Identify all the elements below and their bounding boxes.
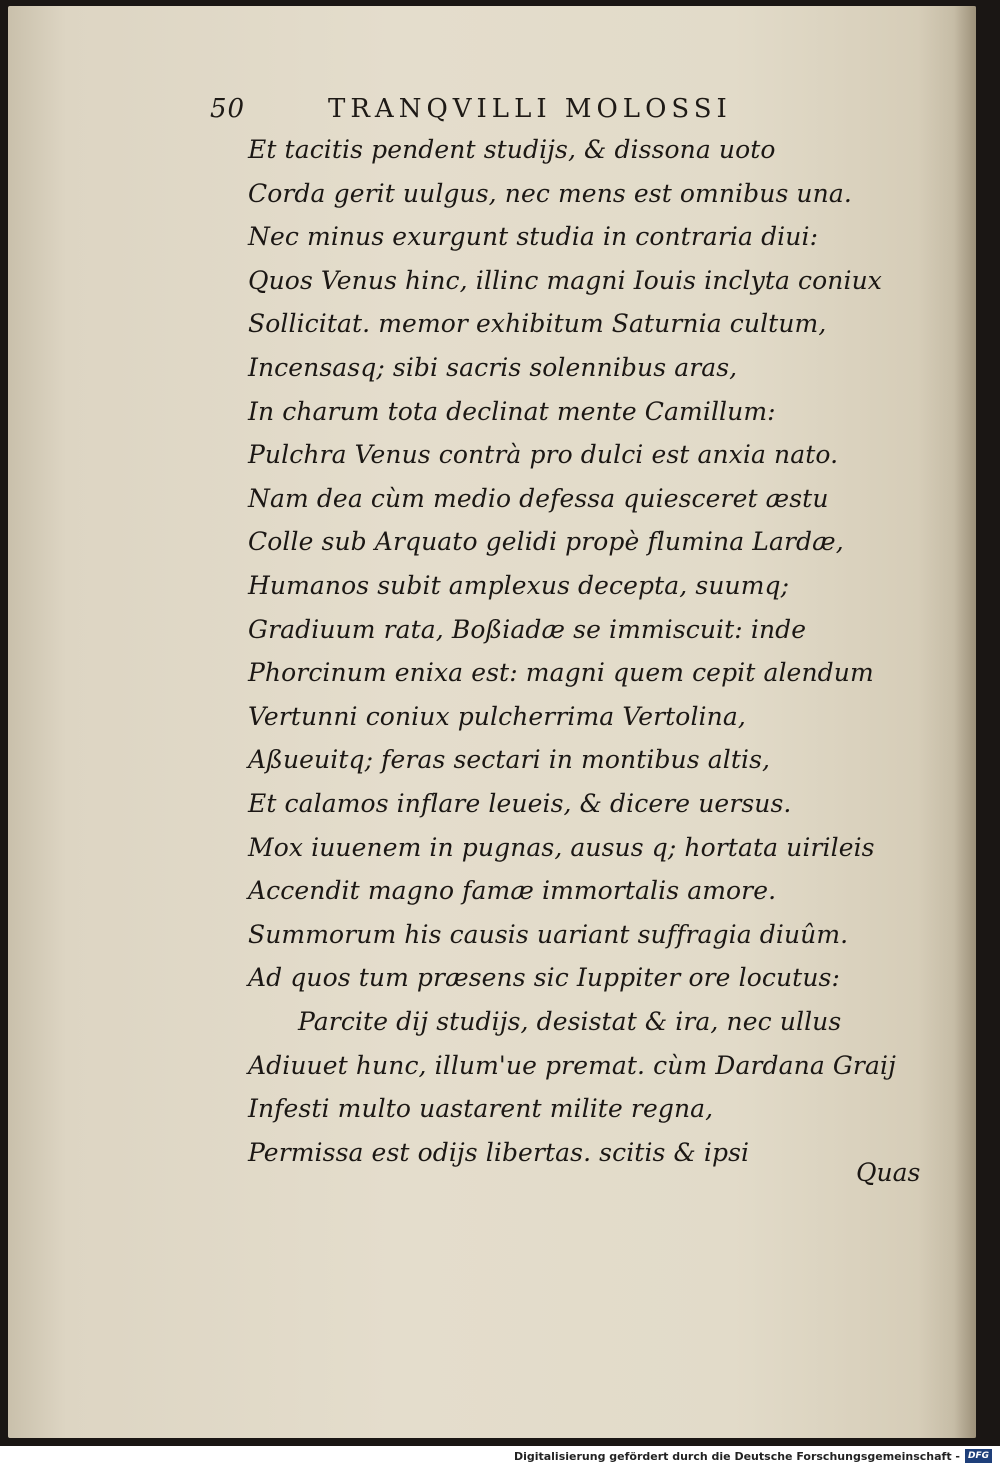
verse-line: Colle sub Arquato gelidi propè flumina Lardæ, bbox=[248, 527, 844, 557]
verse-line: Corda gerit uulgus, nec mens est omnibus una. bbox=[248, 178, 852, 208]
verse-line: Adiuuet hunc, illum'ue premat. cùm Dardana Graij bbox=[248, 1050, 896, 1080]
verse-line: Phorcinum enixa est: magni quem cepit alendum bbox=[248, 658, 874, 688]
verse-line: Quos Venus hinc, illinc magni Iouis inclyta coniux bbox=[248, 265, 883, 295]
verse-line: Summorum his causis uariant suffragia diuûm. bbox=[248, 919, 849, 949]
catchword: Quas bbox=[856, 1158, 921, 1187]
footer-credit: Digitalisierung gefördert durch die Deutsche Forschungsgemeinschaft - bbox=[513, 1450, 960, 1463]
page-edge-shadow bbox=[954, 6, 976, 1438]
verse-line: Pulchra Venus contrà pro dulci est anxia nato. bbox=[248, 440, 839, 470]
verse-line: Nam dea cùm medio defessa quiesceret æstu bbox=[248, 483, 829, 513]
page-number: 50 bbox=[210, 94, 246, 124]
verse-line: Gradiuum rata, Boßiadæ se immiscuit: inde bbox=[248, 614, 807, 644]
digitization-footer bbox=[0, 1446, 1000, 1467]
running-title: TRANQVILLI MOLOSSI bbox=[328, 94, 732, 124]
verse-line: Accendit magno famæ immortalis amore. bbox=[248, 876, 777, 906]
verse-line: Vertunni coniux pulcherrima Vertolina, bbox=[248, 701, 746, 731]
verse-line: Mox iuuenem in pugnas, ausus q; hortata uirileis bbox=[248, 832, 875, 862]
dfg-logo-icon: DFG bbox=[965, 1449, 992, 1463]
verse-line: Ad quos tum præsens sic Iuppiter ore locutus: bbox=[248, 963, 840, 993]
verse-line: Aßueuitq; feras sectari in montibus altis, bbox=[248, 745, 771, 775]
verse-line: Et calamos inflare leueis, & dicere uersus. bbox=[248, 789, 792, 818]
book-page bbox=[8, 6, 976, 1438]
verse-line: Incensasq; sibi sacris solennibus aras, bbox=[248, 353, 738, 382]
page-header bbox=[8, 92, 976, 132]
verse-line: Sollicitat. memor exhibitum Saturnia cultum, bbox=[248, 309, 827, 339]
verse-line: Nec minus exurgunt studia in contraria diui: bbox=[248, 222, 819, 252]
verse-line: In charum tota declinat mente Camillum: bbox=[248, 396, 776, 426]
verse-line: Parcite dij studijs, desistat & ira, nec ullus bbox=[298, 1007, 842, 1036]
verse-line: Infesti multo uastarent milite regna, bbox=[248, 1094, 714, 1124]
verse-line: Humanos subit amplexus decepta, suumq; bbox=[248, 571, 790, 600]
verse-line: Et tacitis pendent studijs, & dissona uoto bbox=[248, 135, 776, 164]
verse-line: Permissa est odijs libertas. scitis & ipsi bbox=[248, 1137, 750, 1167]
